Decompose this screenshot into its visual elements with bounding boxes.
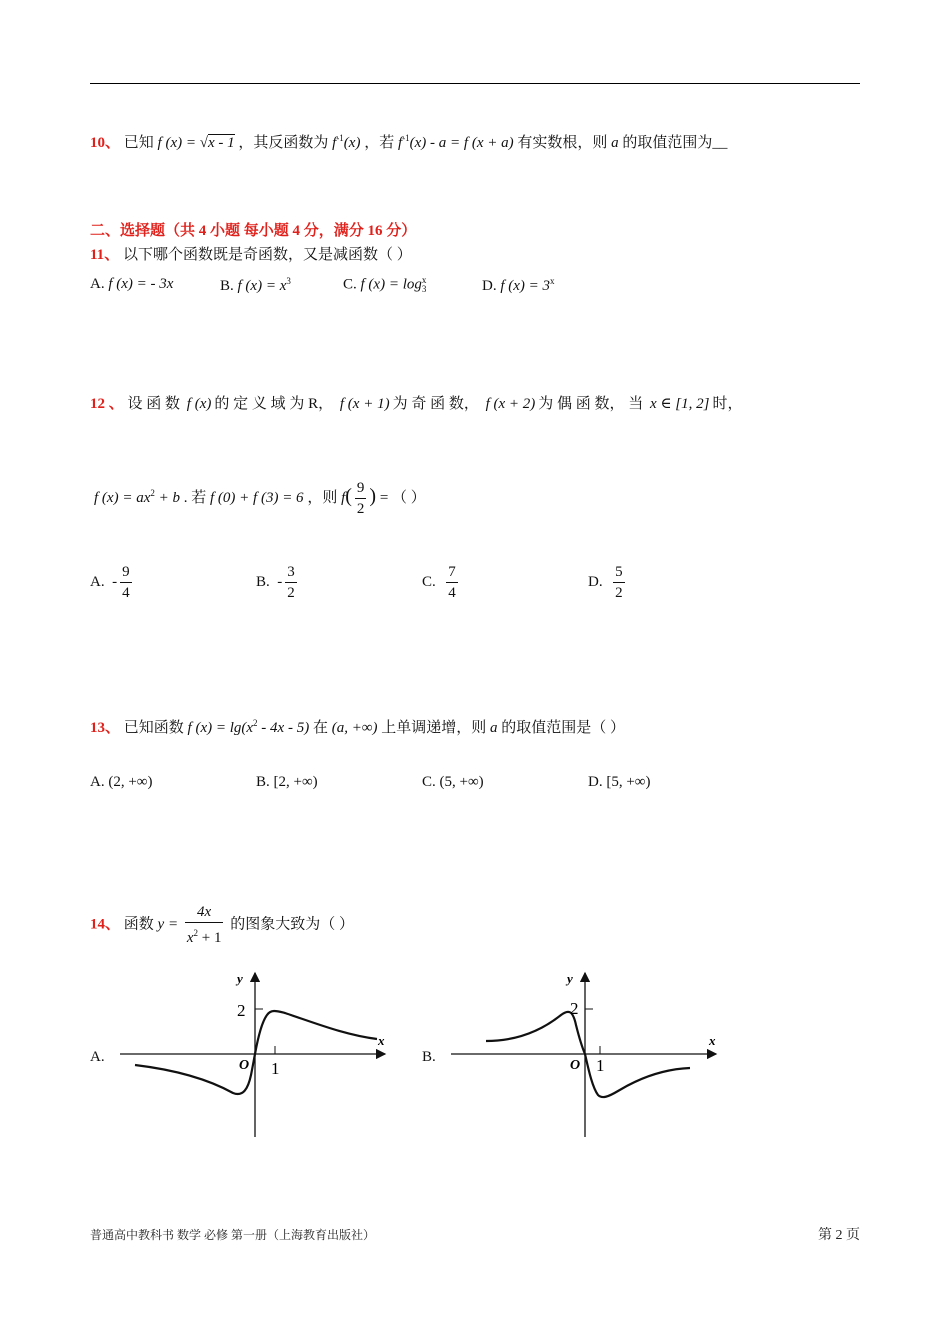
question-text: = （ ） [376, 489, 426, 506]
math-expression: f (x) [186, 396, 212, 412]
option-a[interactable]: A. (2, +∞) [90, 774, 153, 790]
question-text: 的取值范围为__ [622, 135, 728, 151]
math-superscript: 2 [150, 487, 155, 498]
math-expression: f (0) + f (3) = 6 [210, 489, 304, 506]
math-expression: + b [154, 489, 180, 506]
math-expression: (a, +∞) [331, 720, 378, 736]
question-text: 的 定 义 域 为 R， [214, 396, 334, 412]
function-curve [135, 1011, 377, 1094]
option-d[interactable]: D. $\frac{5}{2}$ [588, 564, 623, 601]
question-number: 11、 [90, 247, 120, 263]
question-text: 已知函数 [123, 720, 184, 736]
paren-left: ( [345, 484, 352, 507]
question-text: 时， [712, 396, 743, 412]
option-b[interactable]: B. [2, +∞) [256, 774, 318, 790]
question-number: 10、 [90, 135, 121, 151]
question-text: 在 [312, 720, 328, 736]
question-11 [90, 243, 412, 264]
math-expression: x - 1 [207, 135, 235, 151]
graph-option-b[interactable] [446, 965, 726, 1140]
tick-y-label: 2 [570, 999, 579, 1018]
math-expression: f [397, 135, 403, 151]
math-superscript: -1 [402, 133, 410, 143]
math-expression: f (x) = lg(x [187, 720, 254, 736]
question-text: 有实数根，则 [517, 135, 608, 151]
question-12-line-2 [94, 478, 426, 519]
math-expression: f (x) = [157, 135, 200, 151]
sqrt-sign: √ [199, 135, 208, 151]
option-d[interactable]: D. f $(x) = 3^x$ [482, 276, 555, 294]
question-12 [90, 392, 742, 413]
option-b[interactable]: B. f $(x) = x^3$ [220, 276, 291, 294]
option-a[interactable]: A. - $\frac{9}{4}$ [90, 564, 130, 601]
question-text: ，若 [364, 135, 395, 151]
question-text: 设 函 数 [127, 396, 181, 412]
math-expression: f (x + 2) [485, 396, 536, 412]
question-text: 函数 [123, 916, 154, 933]
option-c[interactable]: C. (5, +∞) [422, 774, 484, 790]
question-number: 14、 [90, 916, 121, 933]
x-axis-label: x [378, 1033, 385, 1048]
question-14 [90, 902, 354, 948]
question-text: . 若 [183, 489, 207, 506]
option-a-label[interactable]: A. [90, 1049, 105, 1065]
footer-page-number: 第 2 页 [818, 1228, 860, 1243]
option-c[interactable]: C. $\frac{7}{4}$ [422, 564, 456, 601]
fraction: $\frac{4x}{x^2 + 1}$ [186, 904, 222, 946]
math-expression: (x) - a = f (x + a) [409, 135, 514, 151]
graph-option-a[interactable] [115, 965, 395, 1140]
math-expression: x ∈ [1, 2] [650, 396, 710, 412]
math-expression: - 4x - 5) [257, 720, 310, 736]
option-b-label[interactable]: B. [422, 1049, 436, 1065]
math-superscript: -1 [336, 133, 344, 143]
option-b[interactable]: B. - $\frac{3}{2}$ [256, 564, 295, 601]
question-text: 已知 [123, 135, 154, 151]
math-expression: (x) [343, 135, 361, 151]
math-expression: f [332, 135, 337, 151]
question-text: ，则 [307, 489, 338, 506]
math-superscript: 2 [253, 718, 258, 728]
footer-book-title: 普通高中教科书 数学 必修 第一册（上海教育出版社） [90, 1228, 376, 1242]
math-expression: f [341, 489, 346, 506]
math-expression: f (x + 1) [339, 396, 390, 412]
question-number: 12 、 [90, 396, 124, 412]
question-text: 上单调递增，则 [381, 720, 487, 736]
option-a[interactable]: A. f (x) = - 3x [90, 276, 174, 292]
origin-label: O [570, 1058, 581, 1073]
x-axis-label: x [709, 1033, 716, 1048]
question-10 [90, 131, 727, 152]
option-d[interactable]: D. [5, +∞) [588, 774, 651, 790]
math-expression: a [490, 720, 498, 736]
option-c[interactable]: C. f (x) = log x 3 [343, 275, 427, 294]
question-text: 的取值范围是（ ） [501, 720, 626, 736]
question-text: 的图象大致为（ ） [230, 916, 354, 933]
section-heading: 二、选择题（共 4 小题 每小题 4 分，满分 16 分） [90, 223, 417, 239]
origin-label: O [239, 1058, 250, 1073]
question-text: 为 奇 函 数， [392, 396, 479, 412]
tick-x-label: 1 [271, 1059, 280, 1078]
tick-y-label: 2 [237, 1001, 246, 1020]
question-13 [90, 716, 625, 737]
question-text: ，其反函数为 [238, 135, 329, 151]
question-text: 以下哪个函数既是奇函数，又是减函数（ ） [122, 247, 412, 263]
question-number: 13、 [90, 720, 121, 736]
header-rule [90, 83, 860, 84]
fraction: $\frac{9}{2}$ [356, 480, 365, 517]
math-expression: f (x) = ax [94, 489, 151, 506]
tick-x-label: 1 [596, 1056, 605, 1075]
math-expression: a [611, 135, 619, 151]
math-expression: y = [157, 916, 182, 933]
y-axis-label: y [237, 971, 243, 986]
question-text: 为 偶 函 数， 当 [538, 396, 644, 412]
y-axis-label: y [567, 971, 573, 986]
paren-right: ) [369, 484, 377, 507]
